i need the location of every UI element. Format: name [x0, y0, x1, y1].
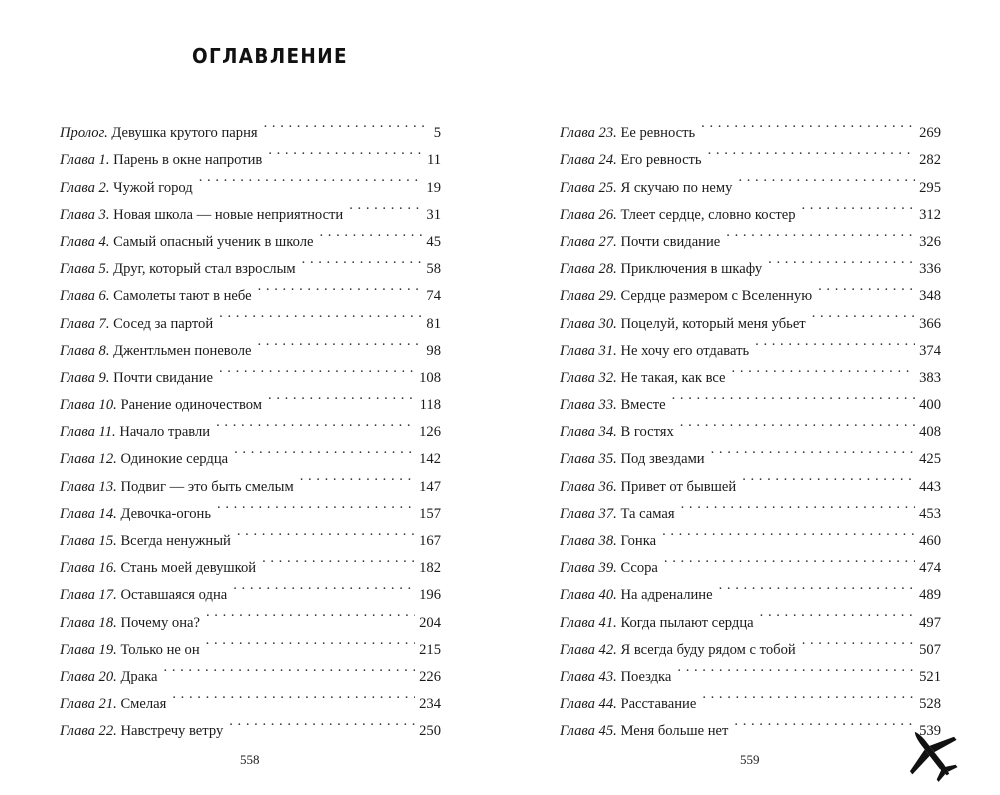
- chapter-title: Одинокие сердца: [120, 451, 229, 468]
- chapter-label: Глава 39.: [560, 560, 617, 577]
- chapter-title: Драка: [120, 668, 158, 685]
- chapter-title: Навстречу ветру: [120, 723, 224, 740]
- chapter-page-number: 182: [419, 560, 441, 577]
- chapter-label: Глава 4.: [60, 233, 110, 250]
- chapter-title: Не такая, как все: [620, 369, 726, 386]
- chapter-title: Новая школа — новые неприятности: [113, 206, 344, 223]
- chapter-page-number: 167: [419, 533, 441, 549]
- dot-leader: [199, 164, 423, 191]
- chapter-title: Вместе: [620, 397, 666, 414]
- toc-entry: [60, 110, 441, 142]
- chapter-title: Почему она?: [120, 614, 200, 631]
- dot-leader: [726, 219, 915, 246]
- chapter-label: Глава 22.: [60, 723, 117, 740]
- dot-leader: [172, 681, 415, 708]
- chapter-label: Глава 43.: [560, 668, 617, 685]
- chapter-label: Глава 28.: [560, 261, 617, 278]
- chapter-label: Глава 6.: [60, 288, 110, 305]
- chapter-title: Самый опасный ученик в школе: [113, 233, 314, 250]
- airplane-icon: [900, 722, 964, 786]
- dot-leader: [217, 491, 415, 518]
- chapter-page-number: 474: [919, 560, 941, 577]
- chapter-label: Глава 10.: [60, 397, 117, 414]
- chapter-label: Глава 21.: [60, 696, 117, 713]
- chapter-title: Почти свидание: [620, 233, 721, 250]
- chapter-label: Глава 25.: [560, 179, 617, 196]
- chapter-page-number: 400: [919, 397, 941, 414]
- chapter-title: Только не он: [120, 641, 200, 658]
- dot-leader: [164, 654, 416, 681]
- chapter-page-number: 521: [919, 668, 941, 685]
- dot-leader: [802, 192, 916, 219]
- chapter-title: Стань моей девушкой: [120, 560, 257, 577]
- dot-leader: [755, 328, 915, 355]
- right-page: [500, 0, 1000, 795]
- chapter-title: Когда пылают сердца: [620, 614, 754, 631]
- chapter-title: Девушка крутого парня: [111, 125, 258, 142]
- chapter-label: Глава 41.: [560, 614, 617, 631]
- dot-leader: [812, 300, 915, 327]
- chapter-page-number: 157: [419, 505, 441, 522]
- dot-leader: [300, 463, 415, 490]
- chapter-page-number: 348: [919, 288, 941, 305]
- dot-leader: [219, 300, 422, 327]
- dot-leader: [732, 355, 916, 382]
- dot-leader: [702, 681, 915, 708]
- chapter-page-number: 507: [919, 641, 941, 658]
- chapter-page-number: 383: [919, 369, 941, 386]
- chapter-title: Смелая: [120, 696, 167, 713]
- chapter-title: Меня больше нет: [620, 723, 729, 740]
- chapter-label: Глава 2.: [60, 179, 110, 196]
- chapter-title: Всегда ненужный: [120, 533, 231, 549]
- chapter-title: Девочка-огонь: [120, 505, 212, 522]
- chapter-title: Начало травли: [119, 424, 211, 441]
- chapter-label: Глава 42.: [560, 641, 617, 658]
- chapter-page-number: 234: [419, 696, 441, 713]
- chapter-title: Я скучаю по нему: [620, 179, 733, 196]
- chapter-page-number: 204: [419, 614, 441, 631]
- dot-leader: [264, 110, 430, 137]
- chapter-label: Глава 7.: [60, 315, 110, 332]
- chapter-label: Глава 35.: [560, 451, 617, 468]
- chapter-label: Глава 16.: [60, 560, 117, 577]
- chapter-label: Глава 33.: [560, 397, 617, 414]
- dot-leader: [268, 137, 423, 164]
- chapter-page-number: 528: [919, 696, 941, 713]
- chapter-page-number: 58: [426, 261, 441, 278]
- chapter-page-number: 326: [919, 233, 941, 250]
- chapter-page-number: 31: [426, 206, 441, 223]
- dot-leader: [237, 518, 415, 545]
- chapter-label: Глава 27.: [560, 233, 617, 250]
- chapter-page-number: 118: [419, 397, 441, 414]
- chapter-title: Оставшаяся одна: [120, 587, 228, 604]
- dot-leader: [257, 328, 422, 355]
- dot-leader: [302, 246, 423, 273]
- chapter-page-number: 196: [419, 587, 441, 604]
- dot-leader: [734, 708, 915, 735]
- left-page-number: 558: [240, 752, 260, 767]
- dot-leader: [662, 518, 915, 545]
- chapter-title: Сердце размером с Вселенную: [620, 288, 813, 305]
- chapter-label: Глава 23.: [560, 125, 617, 142]
- chapter-title: На адреналине: [620, 587, 713, 604]
- chapter-title: Под звездами: [620, 451, 705, 468]
- chapter-page-number: 81: [426, 315, 441, 332]
- chapter-title: Привет от бывшей: [620, 478, 737, 495]
- right-page-number: 559: [740, 752, 760, 767]
- dot-leader: [219, 355, 415, 382]
- dot-leader: [760, 599, 915, 626]
- chapter-page-number: 74: [426, 288, 441, 305]
- chapter-label: Глава 32.: [560, 369, 617, 386]
- dot-leader: [711, 436, 915, 463]
- chapter-label: Глава 40.: [560, 587, 617, 604]
- chapter-title: Я всегда буду рядом с тобой: [620, 641, 796, 658]
- dot-leader: [681, 491, 916, 518]
- chapter-page-number: 443: [919, 478, 941, 495]
- chapter-page-number: 250: [419, 723, 441, 740]
- chapter-title: Подвиг — это быть смелым: [120, 478, 294, 495]
- dot-leader: [268, 382, 416, 409]
- chapter-label: Глава 29.: [560, 288, 617, 305]
- dot-leader: [234, 436, 415, 463]
- toc-title: ОГЛАВЛЕНИЕ: [192, 44, 348, 68]
- chapter-label: Глава 26.: [560, 206, 617, 223]
- chapter-title: Та самая: [620, 505, 675, 522]
- dot-leader: [206, 599, 415, 626]
- chapter-title: В гостях: [620, 424, 674, 441]
- dot-leader: [701, 110, 915, 137]
- chapter-page-number: 336: [919, 261, 941, 278]
- chapter-title: Тлеет сердце, словно костер: [620, 206, 796, 223]
- chapter-page-number: 147: [419, 478, 441, 495]
- dot-leader: [742, 463, 915, 490]
- chapter-label: Глава 31.: [560, 342, 617, 359]
- chapter-page-number: 312: [919, 206, 941, 223]
- chapter-label: Глава 15.: [60, 533, 117, 549]
- chapter-page-number: 460: [919, 533, 941, 549]
- chapter-label: Глава 9.: [60, 369, 110, 386]
- chapter-page-number: 539: [919, 723, 941, 740]
- chapter-page-number: 425: [919, 451, 941, 468]
- chapter-label: Глава 45.: [560, 723, 617, 740]
- chapter-title: Парень в окне напротив: [113, 152, 263, 169]
- chapter-title: Не хочу его отдавать: [620, 342, 750, 359]
- chapter-page-number: 215: [419, 641, 441, 658]
- chapter-page-number: 5: [433, 125, 441, 142]
- dot-leader: [664, 545, 915, 572]
- chapter-label: Глава 11.: [60, 424, 116, 441]
- dot-leader: [719, 572, 916, 599]
- chapter-title: Расставание: [620, 696, 697, 713]
- chapter-page-number: 45: [426, 233, 441, 250]
- left-toc-list: [60, 110, 441, 740]
- chapter-page-number: 282: [919, 152, 941, 169]
- dot-leader: [818, 273, 915, 300]
- chapter-label: Глава 3.: [60, 206, 110, 223]
- chapter-title: Сосед за партой: [113, 315, 214, 332]
- chapter-label: Глава 12.: [60, 451, 117, 468]
- chapter-label: Глава 36.: [560, 478, 617, 495]
- chapter-label: Глава 24.: [560, 152, 617, 169]
- chapter-label: Глава 18.: [60, 614, 117, 631]
- dot-leader: [677, 654, 915, 681]
- dot-leader: [802, 627, 915, 654]
- dot-leader: [738, 164, 915, 191]
- chapter-page-number: 126: [419, 424, 441, 441]
- chapter-page-number: 269: [919, 125, 941, 142]
- chapter-title: Его ревность: [620, 152, 702, 169]
- dot-leader: [349, 192, 422, 219]
- chapter-title: Ее ревность: [620, 125, 696, 142]
- chapter-title: Гонка: [620, 533, 657, 549]
- chapter-label: Глава 13.: [60, 478, 117, 495]
- chapter-title: Самолеты тают в небе: [113, 288, 252, 305]
- chapter-title: Друг, который стал взрослым: [113, 261, 296, 278]
- dot-leader: [229, 708, 415, 735]
- chapter-page-number: 489: [919, 587, 941, 604]
- chapter-page-number: 108: [419, 369, 441, 386]
- dot-leader: [319, 219, 422, 246]
- chapter-title: Приключения в шкафу: [620, 261, 763, 278]
- chapter-label: Глава 5.: [60, 261, 110, 278]
- chapter-page-number: 366: [919, 315, 941, 332]
- right-toc-list: [560, 110, 941, 740]
- chapter-label: Пролог.: [60, 125, 108, 142]
- dot-leader: [680, 409, 915, 436]
- chapter-label: Глава 19.: [60, 641, 117, 658]
- chapter-page-number: 11: [426, 152, 441, 169]
- chapter-title: Почти свидание: [113, 369, 213, 386]
- dot-leader: [206, 627, 415, 654]
- chapter-page-number: 408: [919, 424, 941, 441]
- chapter-label: Глава 20.: [60, 668, 117, 685]
- chapter-label: Глава 8.: [60, 342, 110, 359]
- chapter-label: Глава 17.: [60, 587, 117, 604]
- chapter-title: Чужой город: [113, 179, 193, 196]
- chapter-title: Джентльмен поневоле: [113, 342, 252, 359]
- chapter-page-number: 226: [419, 668, 441, 685]
- dot-leader: [258, 273, 423, 300]
- chapter-title: Поездка: [620, 668, 672, 685]
- dot-leader: [262, 545, 415, 572]
- chapter-page-number: 374: [919, 342, 941, 359]
- dot-leader: [672, 382, 916, 409]
- chapter-page-number: 453: [919, 505, 941, 522]
- chapter-label: Глава 1.: [60, 152, 110, 169]
- chapter-page-number: 98: [426, 342, 441, 359]
- chapter-page-number: 142: [419, 451, 441, 468]
- toc-entry: [560, 110, 941, 142]
- chapter-label: Глава 30.: [560, 315, 617, 332]
- chapter-label: Глава 14.: [60, 505, 117, 522]
- dot-leader: [233, 572, 415, 599]
- chapter-label: Глава 37.: [560, 505, 617, 522]
- chapter-label: Глава 44.: [560, 696, 617, 713]
- chapter-title: Поцелуй, который меня убьет: [620, 315, 806, 332]
- chapter-page-number: 19: [426, 179, 441, 196]
- chapter-label: Глава 38.: [560, 533, 617, 549]
- dot-leader: [708, 137, 916, 164]
- dot-leader: [768, 246, 915, 273]
- chapter-page-number: 295: [919, 179, 941, 196]
- chapter-title: Ссора: [620, 560, 658, 577]
- chapter-title: Ранение одиночеством: [120, 397, 263, 414]
- dot-leader: [216, 409, 415, 436]
- chapter-label: Глава 34.: [560, 424, 617, 441]
- chapter-page-number: 497: [919, 614, 941, 631]
